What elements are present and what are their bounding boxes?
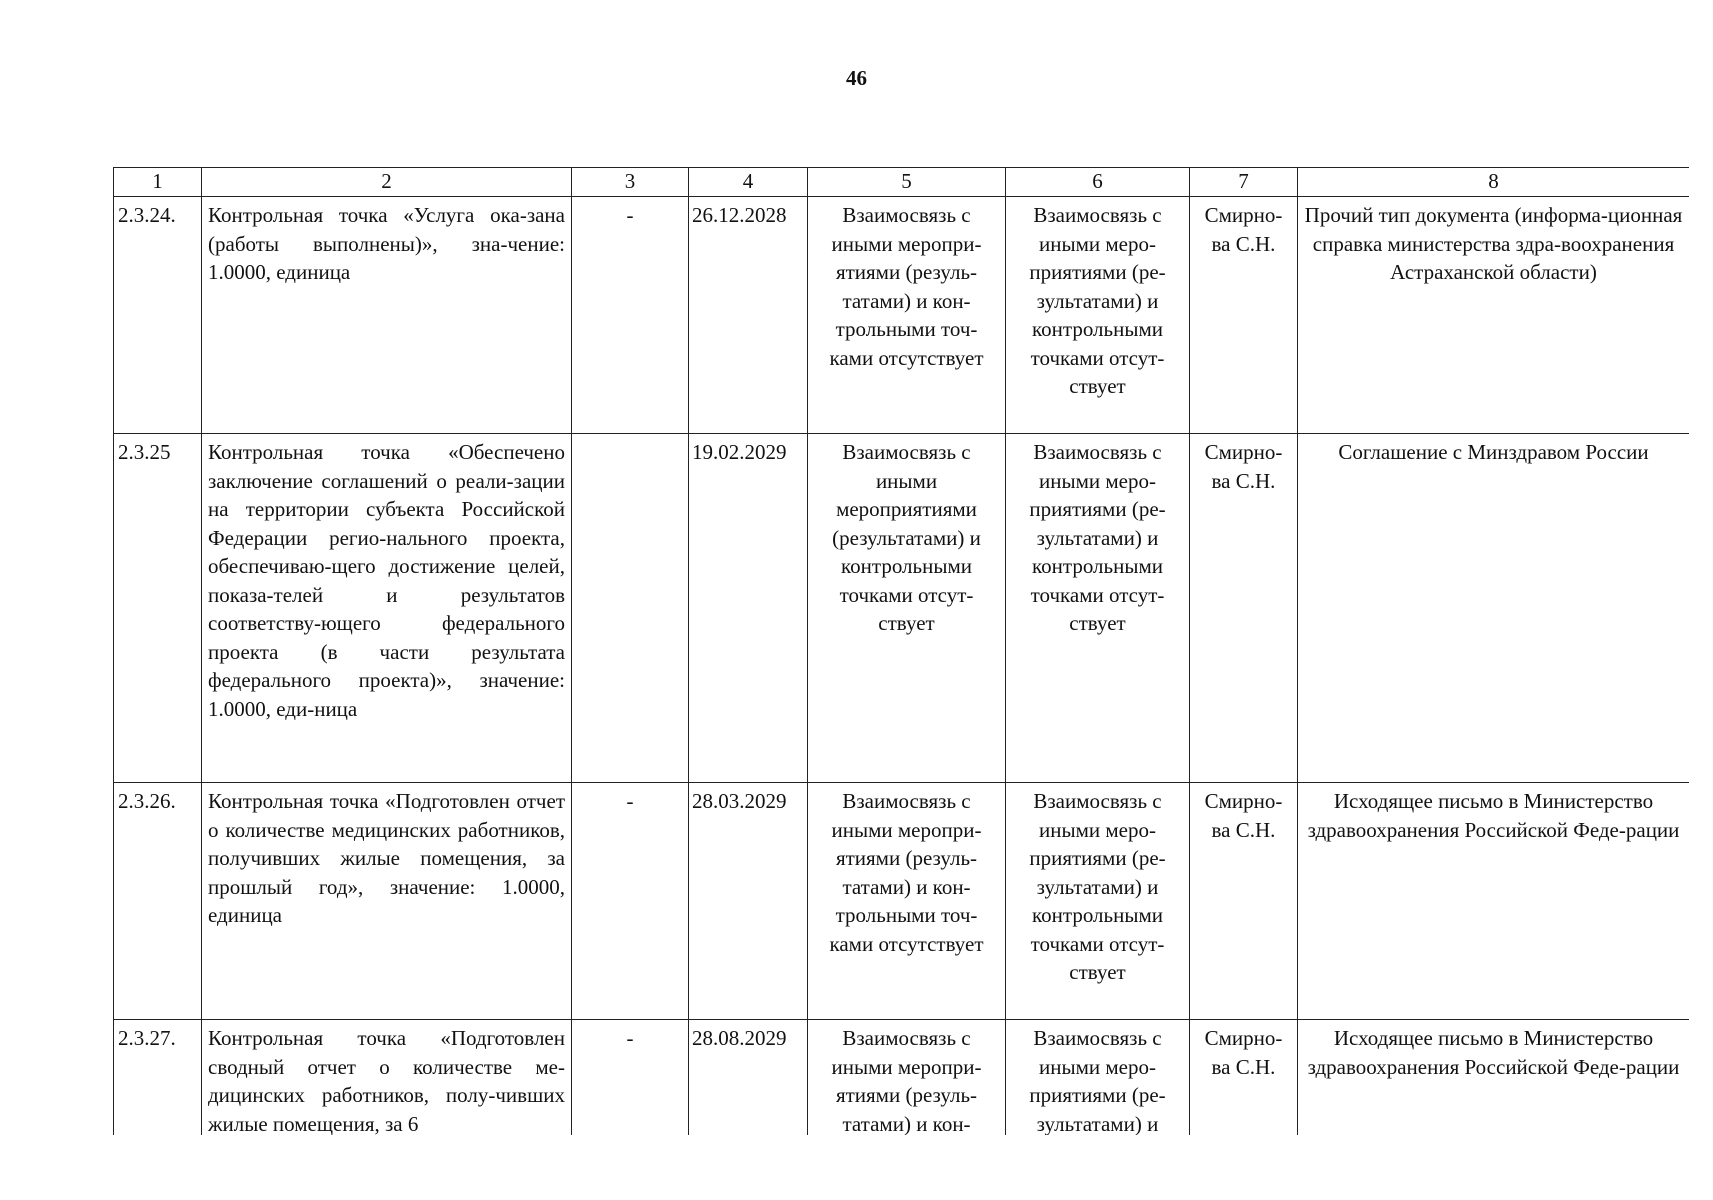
relationship-col5: Взаимосвязь с иными меропри-ятиями (резуль-татами) и кон- xyxy=(808,1020,1006,1136)
header-col-7: 7 xyxy=(1190,168,1298,197)
header-col-8: 8 xyxy=(1298,168,1690,197)
relationship-col6: Взаимосвязь с иными меро-приятиями (ре-зультатами) и контрольными точками отсут-ствует xyxy=(1006,197,1190,434)
relationship-col5: Взаимосвязь с иными меропри-ятиями (резуль-татами) и кон-трольными точ-ками отсутствует xyxy=(808,197,1006,434)
document-type: Прочий тип документа (информа-ционная справка министерства здра-воохранения Астраханской области) xyxy=(1298,197,1690,434)
relationship-col5: Взаимосвязь с иными мероприятиями (результатами) и контрольными точками отсут-ствует xyxy=(808,434,1006,783)
relationship-col5: Взаимосвязь с иными меропри-ятиями (резуль-татами) и кон-трольными точ-ками отсутствует xyxy=(808,783,1006,1020)
col3-value: - xyxy=(572,197,689,434)
row-number: 2.3.25 xyxy=(114,434,202,783)
page-number: 46 xyxy=(846,66,867,90)
relationship-col6: Взаимосвязь с иными меро-приятиями (ре-зультатами) и контрольными точками отсут-ствует xyxy=(1006,434,1190,783)
deadline-date: 28.08.2029 xyxy=(689,1020,808,1136)
header-col-3: 3 xyxy=(572,168,689,197)
table-row xyxy=(114,1020,1690,1136)
deadline-date: 19.02.2029 xyxy=(689,434,808,783)
responsible-person: Смирно-ва С.Н. xyxy=(1190,1020,1298,1136)
row-number: 2.3.24. xyxy=(114,197,202,434)
control-point-name: Контрольная точка «Подготовлен отчет о количестве медицинских работников, получивших жилые помещения, за прошлый год», значение: 1.0000, единица xyxy=(202,783,572,1020)
relationship-col6: Взаимосвязь с иными меро-приятиями (ре-зультатами) и xyxy=(1006,1020,1190,1136)
header-col-5: 5 xyxy=(808,168,1006,197)
deadline-date: 26.12.2028 xyxy=(689,197,808,434)
row-number: 2.3.26. xyxy=(114,783,202,1020)
header-col-6: 6 xyxy=(1006,168,1190,197)
control-points-table-frame xyxy=(113,167,1689,1135)
header-col-2: 2 xyxy=(202,168,572,197)
responsible-person: Смирно-ва С.Н. xyxy=(1190,783,1298,1020)
relationship-col6: Взаимосвязь с иными меро-приятиями (ре-зультатами) и контрольными точками отсут-ствует xyxy=(1006,783,1190,1020)
deadline-date: 28.03.2029 xyxy=(689,783,808,1020)
header-col-1: 1 xyxy=(114,168,202,197)
table-row xyxy=(114,783,1690,1020)
document-type: Исходящее письмо в Министерство здравоохранения Российской Феде-рации xyxy=(1298,783,1690,1020)
control-points-table xyxy=(113,167,1689,1135)
col3-value: - xyxy=(572,783,689,1020)
control-point-name: Контрольная точка «Обеспечено заключение соглашений о реали-зации на территории субъекта Российской Федерации регио-нального проекта, обеспечиваю-щего достижение целей, показа-телей и результатов соответству-ющего федерального проекта (в части результата федерального проекта)», значение: 1.0000, еди-ница xyxy=(202,434,572,783)
table-row xyxy=(114,434,1690,783)
responsible-person: Смирно-ва С.Н. xyxy=(1190,434,1298,783)
header-row xyxy=(114,168,1690,197)
col3-value xyxy=(572,434,689,783)
control-point-name: Контрольная точка «Подготовлен сводный отчет о количестве ме-дицинских работников, полу-чивших жилые помещения, за 6 xyxy=(202,1020,572,1136)
table-row xyxy=(114,197,1690,434)
header-col-4: 4 xyxy=(689,168,808,197)
row-number: 2.3.27. xyxy=(114,1020,202,1136)
col3-value: - xyxy=(572,1020,689,1136)
control-point-name: Контрольная точка «Услуга ока-зана (работы выполнены)», зна-чение: 1.0000, единица xyxy=(202,197,572,434)
document-type: Исходящее письмо в Министерство здравоохранения Российской Феде-рации xyxy=(1298,1020,1690,1136)
responsible-person: Смирно-ва С.Н. xyxy=(1190,197,1298,434)
document-type: Соглашение с Минздравом России xyxy=(1298,434,1690,783)
